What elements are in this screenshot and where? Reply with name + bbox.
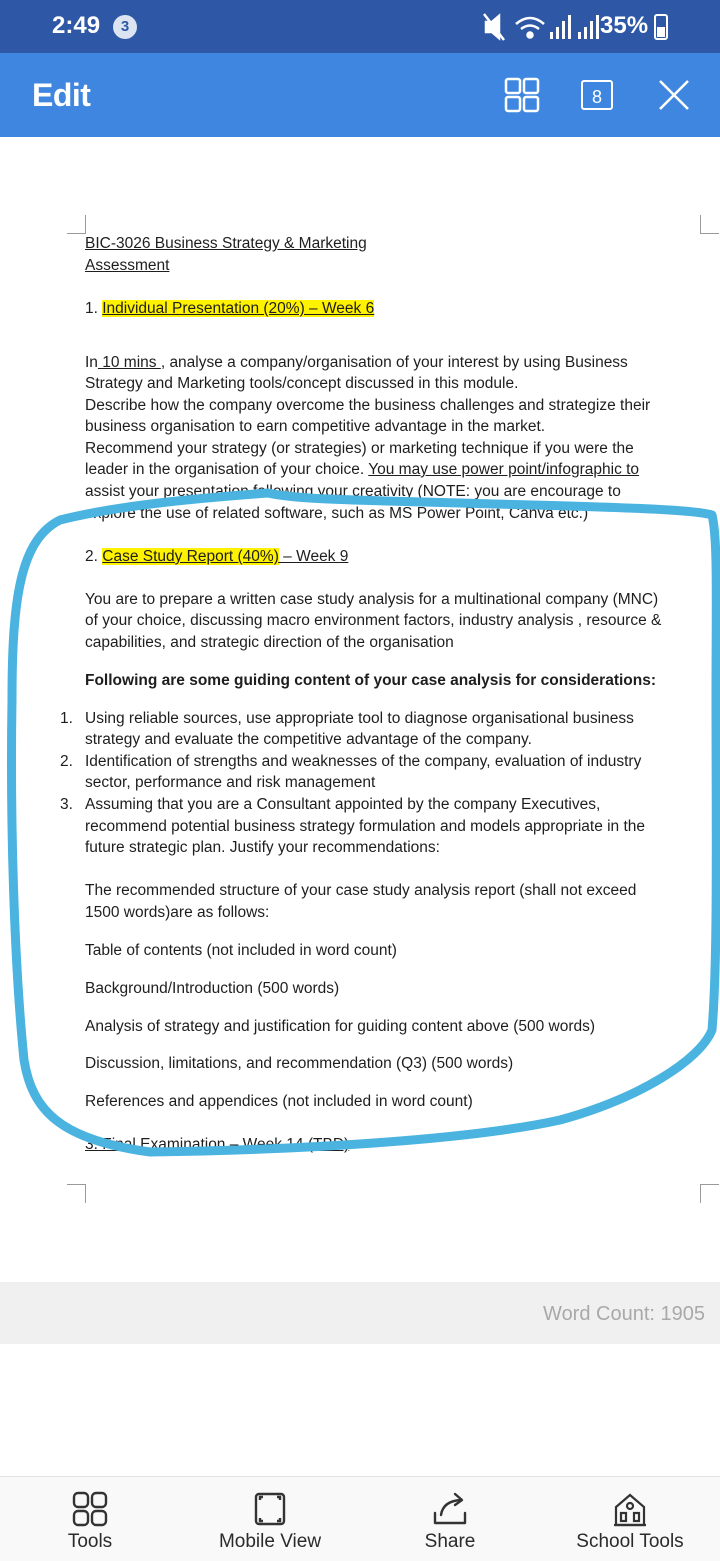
bottom-toolbar	[0, 1476, 720, 1561]
edit-title[interactable]: Edit	[32, 77, 91, 113]
signal-icon-2	[578, 15, 599, 39]
mobile-view-label: Mobile View	[218, 1531, 322, 1552]
structure-line1: The recommended structure of your case study analysis report (shall not exceed	[85, 882, 637, 899]
course-title: BIC-3026 Business Strategy & Marketing	[85, 235, 367, 252]
p1-line5: Recommend your strategy (or strategies) or marketing technique if you were the	[85, 440, 634, 457]
list-item: Using reliable sources, use appropriate tool to diagnose organisational business	[85, 710, 634, 727]
p1-duration: 10 mins	[97, 354, 161, 371]
section-item: Table of contents (not included in word count)	[85, 942, 397, 959]
page-corner-bottom-right	[700, 1184, 719, 1203]
grid-view-icon[interactable]	[502, 73, 542, 117]
page-corner-top-right	[700, 215, 719, 234]
battery-percent: 35%	[600, 12, 649, 39]
p1-line6	[85, 459, 639, 481]
wifi-icon	[516, 18, 544, 38]
item1-number: 1.	[85, 300, 98, 317]
page-corner-bottom-left	[67, 1184, 86, 1203]
structure-line2: 1500 words)are as follows:	[85, 904, 270, 921]
tools-icon	[70, 1489, 110, 1529]
item2-number: 2.	[85, 548, 98, 565]
p1-text-rest: , analyse a company/organisation of your interest by using Business	[160, 354, 628, 371]
word-count-bar	[0, 1282, 720, 1344]
list-item: sector, performance and risk management	[85, 774, 376, 791]
tools-button[interactable]	[0, 1477, 180, 1561]
item2-heading	[85, 546, 348, 568]
share-button[interactable]	[360, 1477, 540, 1561]
document-page[interactable]	[0, 137, 720, 1280]
school-tools-button[interactable]	[540, 1477, 720, 1561]
guiding-heading: Following are some guiding content of your case analysis for considerations:	[85, 672, 657, 689]
status-time: 2:49	[52, 12, 101, 39]
p1-line8: explore the use of related software, such as MS Power Point, Canva etc.)	[85, 505, 589, 522]
school-tools-label: School Tools	[576, 1531, 684, 1552]
battery-icon	[655, 15, 667, 39]
p1-text: In	[85, 354, 98, 371]
item2-week: – Week 9	[278, 548, 349, 565]
item1-title: Individual Presentation (20%) – Week 6	[102, 300, 375, 317]
mute-icon	[484, 14, 504, 40]
list-item-number: 3.	[60, 796, 73, 813]
p1-line3: Describe how the company overcome the business challenges and strategize their	[85, 397, 651, 414]
school-tools-icon	[610, 1489, 650, 1529]
p1-line1	[85, 352, 628, 374]
signal-icon-1	[550, 15, 571, 39]
list-item-number: 2.	[60, 753, 73, 770]
section-item: Discussion, limitations, and recommendation (Q3) (500 words)	[85, 1055, 514, 1072]
p1-line2: Strategy and Marketing tools/concept discussed in this module.	[85, 375, 519, 392]
p1-line6-underlined: You may use power point/infographic to	[368, 461, 640, 478]
course-subtitle: Assessment	[85, 257, 170, 274]
final-exam-line: 3. Final Examination – Week 14 (TBD)	[85, 1136, 350, 1153]
p1-line6-text: leader in the organisation of your choice.	[85, 461, 369, 478]
p2-line3: capabilities, and strategic direction of the organisation	[85, 634, 454, 651]
section-item: Analysis of strategy and justification for guiding content above (500 words)	[85, 1018, 596, 1035]
item1-heading	[85, 298, 374, 320]
notification-count-badge: 3	[113, 15, 137, 39]
word-count: Word Count: 1905	[543, 1303, 705, 1325]
section-item: References and appendices (not included in word count)	[85, 1093, 473, 1110]
list-item: strategy and evaluate the competitive advantage of the company.	[85, 731, 532, 748]
tools-label: Tools	[67, 1531, 113, 1552]
p1-line4: business organisation to earn competitive advantage in the market.	[85, 418, 546, 435]
list-item-number: 1.	[60, 710, 73, 727]
section-item: Background/Introduction (500 words)	[85, 980, 340, 997]
status-bar	[0, 0, 720, 53]
list-item: Assuming that you are a Consultant appointed by the company Executives,	[85, 796, 601, 813]
p2-line1: You are to prepare a written case study analysis for a multinational company (MNC)	[85, 591, 659, 608]
app-bar	[0, 53, 720, 137]
list-item: recommend potential business strategy formulation and models appropriate in the	[85, 818, 646, 835]
page-corner-top-left	[67, 215, 86, 234]
mobile-view-button[interactable]	[180, 1477, 360, 1561]
list-item: Identification of strengths and weaknesses of the company, evaluation of industry	[85, 753, 642, 770]
item2-title: Case Study Report (40%)	[102, 548, 279, 565]
close-icon[interactable]	[652, 73, 696, 117]
p1-line7: assist your presentation following your creativity (NOTE: you are encourage to	[85, 483, 621, 500]
share-icon	[430, 1489, 470, 1529]
mobile-view-icon	[250, 1489, 290, 1529]
share-label: Share	[424, 1531, 476, 1552]
p2-line2: of your choice, discussing macro environment factors, industry analysis , resource &	[85, 612, 662, 629]
list-item: future strategic plan. Justify your recommendations:	[85, 839, 440, 856]
page-count-button[interactable]: 8	[581, 80, 613, 110]
